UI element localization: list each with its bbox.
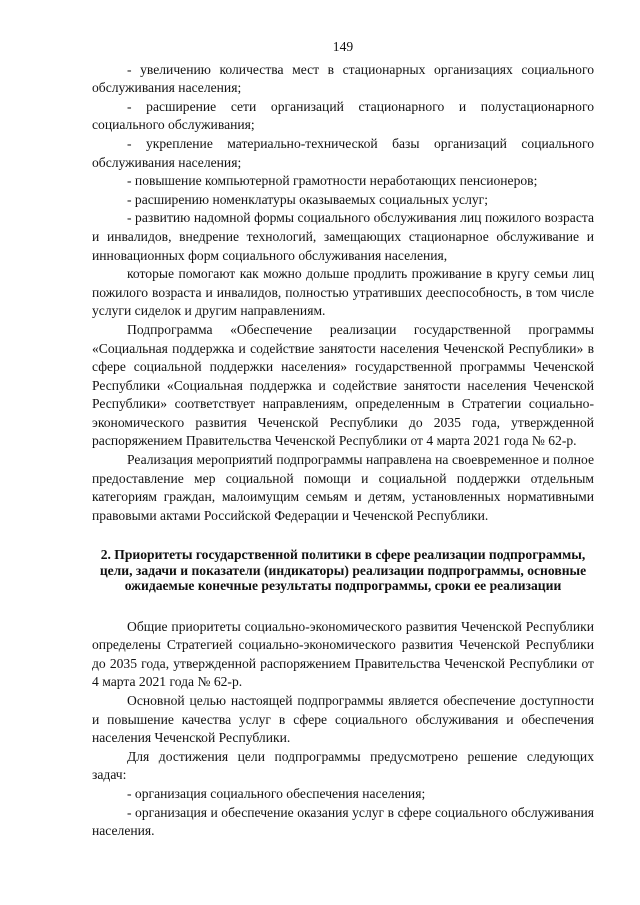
- section-heading: 2. Приоритеты государственной политики в сфере реализации подпрограммы, цели, задачи и показатели (индикаторы) реализации подпрограммы, основные ожидаемые конечные результаты подпрограммы, сроки ее реализации: [99, 547, 587, 594]
- paragraph: которые помогают как можно дольше продлить проживание в кругу семьи лиц пожилого возраста и инвалидов, полностью утративших дееспособность, в том числе услуги сиделок и другим направлениям.: [92, 266, 594, 319]
- page-number: 149: [332, 39, 354, 54]
- paragraph: Реализация мероприятий подпрограммы направлена на своевременное и полное предоставление мер социальной помощи и социальной поддержки отдельным категориям граждан, малоимущим семьям и детям, установленных нормативными правовыми актами Российской Федерации и Чеченской Республики.: [92, 452, 594, 523]
- paragraph: Основной целью настоящей подпрограммы является обеспечение доступности и повышение качества услуг в сфере социального обслуживания и обеспечения населения Чеченской Республики.: [92, 693, 594, 746]
- paragraph: Общие приоритеты социально-экономического развития Чеченской Республики определены Стратегией социально-экономического развития Чеченской Республики до 2035 года, утвержденной распоряжением Правительства Чеченской Республики от 4 марта 2021 года № 62-р.: [92, 618, 594, 690]
- paragraph: - укрепление материально-технической базы организаций социального обслуживания населения;: [92, 135, 594, 170]
- paragraph: - организация социального обеспечения населения;: [127, 786, 426, 801]
- paragraph: - увеличению количества мест в стационарных организациях социального обслуживания населения;: [92, 61, 594, 96]
- paragraph: - повышение компьютерной грамотности неработающих пенсионеров;: [127, 173, 538, 189]
- paragraph: Для достижения цели подпрограммы предусмотрено решение следующих задач:: [92, 748, 594, 783]
- paragraph: - развитию надомной формы социального обслуживания лиц пожилого возраста и инвалидов, внедрение технологий, замещающих стационарное обслуживание и инновационных форм социального обслуживания населения,: [92, 210, 594, 263]
- paragraph: - расширение сети организаций стационарного и полустационарного социального обслуживания;: [92, 98, 594, 133]
- paragraph: - организация и обеспечение оказания услуг в сфере социального обслуживания населения.: [92, 804, 594, 839]
- document-page: [92, 38, 594, 841]
- paragraph: Подпрограмма «Обеспечение реализации государственной программы «Социальная поддержка и содействие занятости населения Чеченской Республики» в сфере социальной поддержки населения» государственной программы Чеченской Республики «Социальная поддержка и содействие занятости населения Чеченской Республики» соответствует направлениям, определенным в Стратегии социально-экономического развития Чеченской Республики до 2035 года, утвержденной распоряжением Правительства Чеченской Республики от 4 марта 2021 года № 62-р.: [92, 321, 594, 449]
- paragraph: - расширению номенклатуры оказываемых социальных услуг;: [127, 191, 488, 207]
